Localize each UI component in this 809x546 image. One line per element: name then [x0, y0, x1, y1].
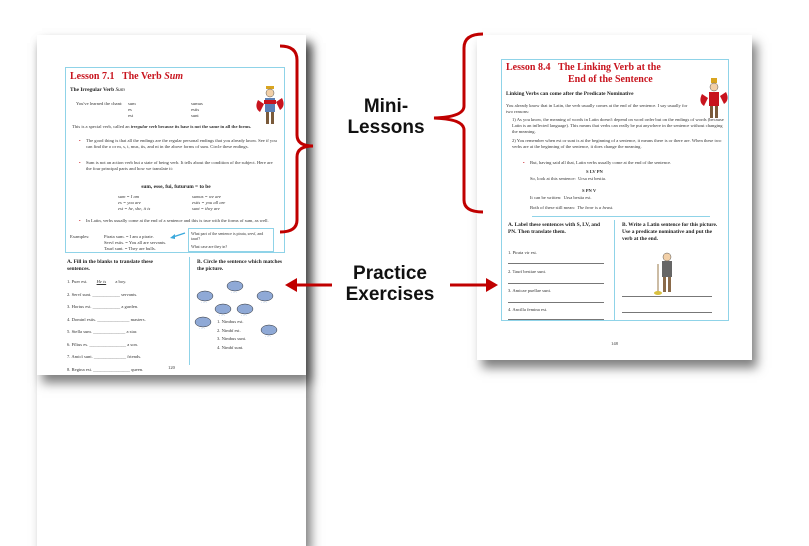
arrow-right-icon: [450, 278, 498, 292]
exercise-divider: [614, 220, 615, 320]
lesson-subtitle: The Irregular Verb Sum: [70, 87, 125, 93]
reason-2: 2) You remember when est or sunt is at the beginning of a sentence, it means there is or there are. When these two verbs are at the beginning of the sentence, it does change the meaning.: [512, 138, 722, 149]
choice-item[interactable]: 3. Nimbus sunt.: [217, 336, 247, 341]
right-textbook-page: [477, 35, 752, 360]
forms-col1: sum = I am es = you are est = he, she, it is: [118, 194, 151, 211]
exercise-item[interactable]: 7. Amicī sunt. ______________ friends.: [67, 354, 142, 359]
arrow-left-icon: [285, 278, 333, 292]
exercise-item: 4. Ancilla femina est.: [508, 307, 548, 312]
labels-s-pn-v: S PN V: [582, 188, 597, 193]
left-curly-bracket: [275, 40, 325, 235]
answer-line[interactable]: [508, 302, 604, 303]
exercise-item[interactable]: 6. Fīlius es. ________________ a son.: [67, 341, 138, 347]
mini-lesson-box: [501, 59, 729, 321]
mini-lesson-box: Lesson 7.1 The Verb Sum The Irregular Verb Sum You've learned the chant: sum es est sumus estis sunt This is a special verb, called an irregular verb because its base is not the same in all the forms. • The good thing is that all the endings are the regular personal endings that you already know. See if you can find the o or m, s, t, mus, tis, and nt in the above forms of sum. Circle these endings. • Sum is not an action verb but a state of being verb. It tells about the condition of the subject. Here are the four principal parts and how we translate it: sum, esse, fui, futurum = to be sum = I am es = you are est = he, she, it is sumus = we are estis = you all are sunt = they are • In Latin, verbs usually come at the end of a sentence and this is true with the forms of sum, as well. Examples: Pirata sum. = I am a pirate. Servī estis. = You all are servants. Taurī sunt. = They are bulls. What part of the sentence is pirata, servī, and taurī? What case are they in?: [65, 67, 285, 253]
right-curly-bracket: [428, 30, 488, 215]
example-1: So, look at this sentence: Ursa est bestia.: [530, 176, 607, 181]
exercise-item: 2. Taurī bestiae sunt.: [508, 269, 546, 274]
answer-line[interactable]: [622, 312, 712, 313]
labels-s-lv-pn: S LV PN: [586, 169, 603, 174]
answer-line[interactable]: [508, 263, 604, 264]
exercise-item[interactable]: 3. Hortus est. ____________ a garden.: [67, 304, 139, 309]
callout-box: What part of the sentence is pirata, servī, and taurī? What case are they in?: [188, 228, 274, 252]
callout-arrow-icon: [170, 231, 186, 239]
exercise-item[interactable]: 8. Regina est. ________________ queen.: [67, 366, 144, 372]
choice-item[interactable]: 4. Nimbī sunt.: [217, 344, 244, 350]
examples-label: Examples:: [70, 234, 90, 239]
principal-parts: sum, esse, fui, futurum = to be: [141, 184, 211, 190]
exercise-item: 3. Amicae puellae sunt.: [508, 288, 551, 293]
exercise-a-title: A. Label these sentences with S, LV, and PN. Then translate them.: [508, 222, 600, 235]
section-divider: [532, 216, 710, 217]
meaning-line: Both of these still mean: The bear is a beast.: [530, 205, 614, 210]
irregular-verb-paragraph: This is a special verb, called an irregular verb because its base is not the same in all the forms.: [72, 124, 252, 129]
page-number: 120: [168, 365, 175, 370]
exercise-item[interactable]: 4. Dominī estis. ______________ masters.: [67, 316, 146, 322]
lesson-subtitle: Linking Verbs can come after the Predicate Nominative: [506, 91, 634, 97]
svg-text:' ' ' ': ' ' ' ': [261, 301, 268, 305]
bullet-endings: • The good thing is that all the endings are the regular personal endings that you already know. See if you can find the o or m, s, t, mus, tis, and nt in the above forms of sum. Circle these endings.: [86, 138, 278, 150]
answer-line[interactable]: [622, 296, 712, 297]
exercise-item[interactable]: 5. Stella sum. ______________ a star.: [67, 329, 138, 334]
example-2: It can be written: Ursa bestia est.: [530, 195, 592, 200]
page-number: 148: [611, 341, 618, 346]
mini-lessons-label: Mini- Lessons: [347, 96, 425, 138]
exercise-a-list: [67, 279, 187, 375]
exercise-b-title: B. Circle the sentence which matches the picture.: [197, 259, 282, 272]
choice-item[interactable]: 1. Nimbus est.: [217, 319, 244, 324]
exercise-divider: [189, 257, 190, 365]
exercise-b-list: [217, 319, 246, 353]
gentleman-with-broom-illustration: [652, 252, 682, 296]
svg-text:' ' ' ': ' ' ' ': [241, 314, 248, 318]
choice-item[interactable]: 2. Nimbī est.: [217, 327, 241, 333]
intro-paragraph: You already know that in Latin, the verb usually comes at the end of the sentence. I say usually for two reasons:: [506, 103, 688, 114]
practice-exercises-label: Practice Exercises: [345, 263, 435, 305]
exercise-item: 1. Puer est. He is a boy.: [67, 279, 127, 284]
answer-line[interactable]: [508, 283, 604, 284]
lesson-heading: Lesson 8.4 The Linking Verb at the End of the Sentence: [506, 62, 661, 85]
exercise-a-title: A. Fill in the blanks to translate these sentences.: [67, 259, 153, 272]
examples-list: Pirata sum. = I am a pirate. Servī estis. = You all are servants. Taurī sunt. = They are bulls.: [104, 234, 167, 251]
exercise-item[interactable]: 2. Servī sunt. ____________ servants.: [67, 291, 138, 297]
svg-text:' ' ' ': ' ' ' ': [199, 327, 206, 331]
reason-1: 1) As you know, the meaning of words in Latin doesn't depend on word order but on the endings of words (because Latin is an inflected language). This means that verbs can really be put anywhere in the sentence without changing the meaning.: [512, 117, 724, 134]
left-textbook-page: [37, 35, 306, 375]
bullet-verb-position: • In Latin, verbs usually come at the end of a sentence and this is true with the forms of sum, as well.: [86, 218, 278, 224]
exercise-b-title: B. Write a Latin sentence for this picture. Use a predicate nominative and put the verb at the end.: [622, 222, 718, 242]
answer-line[interactable]: [508, 319, 604, 320]
svg-text:' ' ' ': ' ' ' ': [219, 314, 226, 318]
svg-text:' ' ' ': ' ' ' ': [201, 301, 208, 305]
exercise-item: 1. Pirata vir est.: [508, 250, 537, 255]
lesson-heading: Lesson 7.1 The Verb Sum: [70, 71, 184, 82]
svg-text:' ' ' ': ' ' ' ': [265, 335, 272, 339]
forms-col2: sumus = we are estis = you all are sunt = they are: [192, 194, 226, 211]
bullet-verb-end: • But, having said all that, Latin verbs usually come at the end of the sentence.: [530, 160, 728, 166]
svg-text:' ' ' ': ' ' ' ': [231, 291, 238, 295]
bullet-state-of-being: • Sum is not an action verb but a state of being verb. It tells about the condition of the subject. Here are the four principal parts and how we translate it:: [86, 160, 278, 172]
